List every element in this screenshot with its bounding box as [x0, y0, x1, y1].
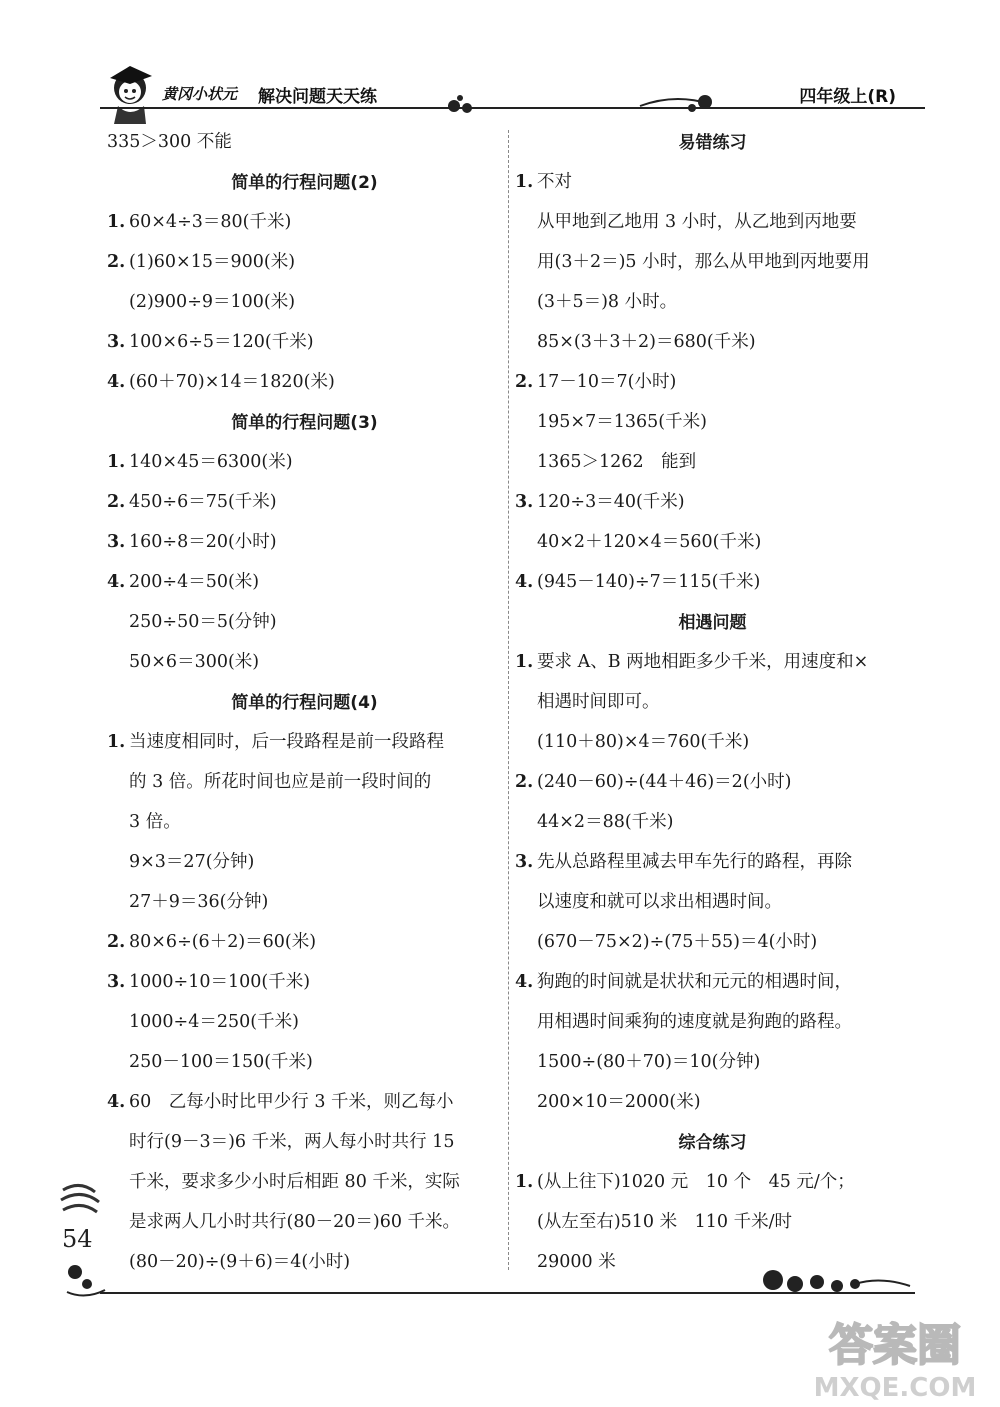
section-title: 相遇问题 [678, 613, 747, 633]
item-number: 1. [515, 652, 534, 672]
answer-text: 不对 [537, 172, 572, 192]
answer-line: (从左至右)510 米 110 千米/时 [537, 1212, 792, 1232]
item-number: 1. [107, 452, 126, 472]
item-number: 1. [515, 172, 534, 192]
answer-line [107, 242, 502, 282]
section-title: 简单的行程问题(3) [231, 413, 378, 433]
answer-line: 是求两人几小时共行(80－20＝)60 千米。 [129, 1212, 461, 1232]
answer-line: (670－75×2)÷(75＋55)＝4(小时) [537, 932, 818, 952]
answer-line: (110＋80)×4＝760(千米) [537, 732, 750, 752]
answer-line: 40×2＋120×4＝560(千米) [537, 532, 762, 552]
answer-line: 250－100＝150(千米) [129, 1052, 313, 1072]
answer-line [107, 442, 502, 482]
answer-line: 的 3 倍。所花时间也应是前一段时间的 [129, 772, 432, 792]
section-title: 易错练习 [678, 133, 747, 153]
answer-text: 17－10＝7(小时) [537, 372, 677, 392]
watermark-text: 答案圈 [829, 1320, 961, 1371]
column-divider [508, 130, 509, 1270]
answer-text: 狗跑的时间就是状状和元元的相遇时间， [537, 972, 852, 992]
answer-text: 60×4÷3＝80(千米) [129, 212, 292, 232]
answer-line: (80－20)÷(9＋6)＝4(小时) [129, 1252, 351, 1272]
answer-line [515, 642, 910, 682]
vine-decoration-icon [440, 88, 720, 118]
item-number: 3. [515, 852, 534, 872]
answer-line: 44×2＝88(千米) [537, 812, 674, 832]
answer-line [107, 722, 502, 762]
answer-text: 1000÷10＝100(千米) [129, 972, 311, 992]
item-number: 3. [515, 492, 534, 512]
answer-line: 1500÷(80＋70)＝10(分钟) [537, 1052, 761, 1072]
answer-text: 先从总路程里减去甲车先行的路程，再除 [537, 852, 852, 872]
answer-line [515, 562, 910, 602]
section-title: 简单的行程问题(4) [231, 693, 378, 713]
answer-line: 相遇时间即可。 [537, 692, 660, 712]
answer-line [107, 482, 502, 522]
answer-line: 3 倍。 [129, 812, 181, 832]
item-number: 4. [515, 972, 534, 992]
item-number: 2. [515, 372, 534, 392]
answer-line [515, 962, 910, 1002]
item-number: 1. [107, 212, 126, 232]
item-number: 2. [107, 252, 126, 272]
answer-line: 以速度和就可以求出相遇时间。 [537, 892, 782, 912]
section-title: 综合练习 [678, 1133, 747, 1153]
answer-line: 9×3＝27(分钟) [129, 852, 255, 872]
header-rule [100, 107, 925, 109]
answer-line: 时行(9－3＝)6 千米，两人每小时共行 15 [129, 1132, 455, 1152]
item-number: 4. [107, 572, 126, 592]
item-number: 2. [107, 932, 126, 952]
item-number: 3. [107, 532, 126, 552]
left-column [107, 122, 502, 1282]
answer-line: 从甲地到乙地用 3 小时，从乙地到丙地要 [537, 212, 857, 232]
watermark-logo [795, 1308, 995, 1403]
answer-text: 80×6÷(6＋2)＝60(米) [129, 932, 317, 952]
answer-line [107, 322, 502, 362]
vine-decoration-icon [755, 1262, 915, 1302]
item-number: 4. [107, 372, 126, 392]
answer-text: (240－60)÷(44＋46)＝2(小时) [537, 772, 792, 792]
answer-line [107, 962, 502, 1002]
answer-line [107, 522, 502, 562]
answer-line [515, 362, 910, 402]
answer-text: (1)60×15＝900(米) [129, 252, 296, 272]
answer-text: 要求 A、B 两地相距多少千米，用速度和× [537, 652, 869, 672]
answer-line [515, 842, 910, 882]
answer-text: (60＋70)×14＝1820(米) [129, 372, 335, 392]
answer-text: (从上往下)1020 元 10 个 45 元/个； [537, 1172, 855, 1192]
item-number: 3. [107, 972, 126, 992]
right-column [515, 122, 910, 1282]
mascot-logo-icon [100, 58, 170, 128]
item-number: 4. [515, 572, 534, 592]
item-number: 1. [107, 732, 126, 752]
answer-line [107, 1082, 502, 1122]
answer-line: 1365＞1262 能到 [537, 452, 697, 472]
answer-line: (3＋5＝)8 小时。 [537, 292, 678, 312]
answer-line: 用相遇时间乘狗的速度就是狗跑的路程。 [537, 1012, 852, 1032]
answer-line: 50×6＝300(米) [129, 652, 260, 672]
answer-line: 27＋9＝36(分钟) [129, 892, 269, 912]
section-title: 简单的行程问题(2) [231, 173, 378, 193]
item-number: 3. [107, 332, 126, 352]
item-number: 4. [107, 1092, 126, 1112]
answer-line: 250÷50＝5(分钟) [129, 612, 277, 632]
answer-line [107, 562, 502, 602]
answer-line [515, 1162, 910, 1202]
answer-line: 1000÷4＝250(千米) [129, 1012, 299, 1032]
answer-text: 60 乙每小时比甲少行 3 千米，则乙每小 [129, 1092, 454, 1112]
answer-line [515, 162, 910, 202]
answer-text: 100×6÷5＝120(千米) [129, 332, 314, 352]
item-number: 2. [107, 492, 126, 512]
answer-line: 29000 米 [537, 1252, 616, 1272]
answer-line: 用(3＋2＝)5 小时，那么从甲地到丙地要用 [537, 252, 870, 272]
answer-text: 120÷3＝40(千米) [537, 492, 685, 512]
answer-line [107, 362, 502, 402]
answer-text: 当速度相同时，后一段路程是前一段路程 [129, 732, 444, 752]
item-number: 1. [515, 1172, 534, 1192]
page-number: 54 [62, 1225, 93, 1253]
answer-text: 450÷6＝75(千米) [129, 492, 277, 512]
answer-line [107, 922, 502, 962]
brand-name: 黄冈小状元 [162, 85, 238, 103]
answer-text: 200÷4＝50(米) [129, 572, 260, 592]
series-title: 解决问题天天练 [258, 87, 377, 107]
answer-text: 160÷8＝20(小时) [129, 532, 277, 552]
answer-line: 85×(3＋3＋2)＝680(千米) [537, 332, 756, 352]
answer-line: (2)900÷9＝100(米) [129, 292, 296, 312]
answer-line [515, 762, 910, 802]
answer-line [107, 202, 502, 242]
answer-line: 200×10＝2000(米) [537, 1092, 701, 1112]
answer-text: (945－140)÷7＝115(千米) [537, 572, 761, 592]
answer-line: 335＞300 不能 [107, 132, 232, 152]
item-number: 2. [515, 772, 534, 792]
grade-label: 四年级上(R) [799, 87, 896, 107]
answer-line: 195×7＝1365(千米) [537, 412, 707, 432]
watermark-url: MXQE.COM [813, 1373, 977, 1403]
answer-line: 千米，要求多少小时后相距 80 千米，实际 [129, 1172, 460, 1192]
answer-line [515, 482, 910, 522]
answer-text: 140×45＝6300(米) [129, 452, 293, 472]
